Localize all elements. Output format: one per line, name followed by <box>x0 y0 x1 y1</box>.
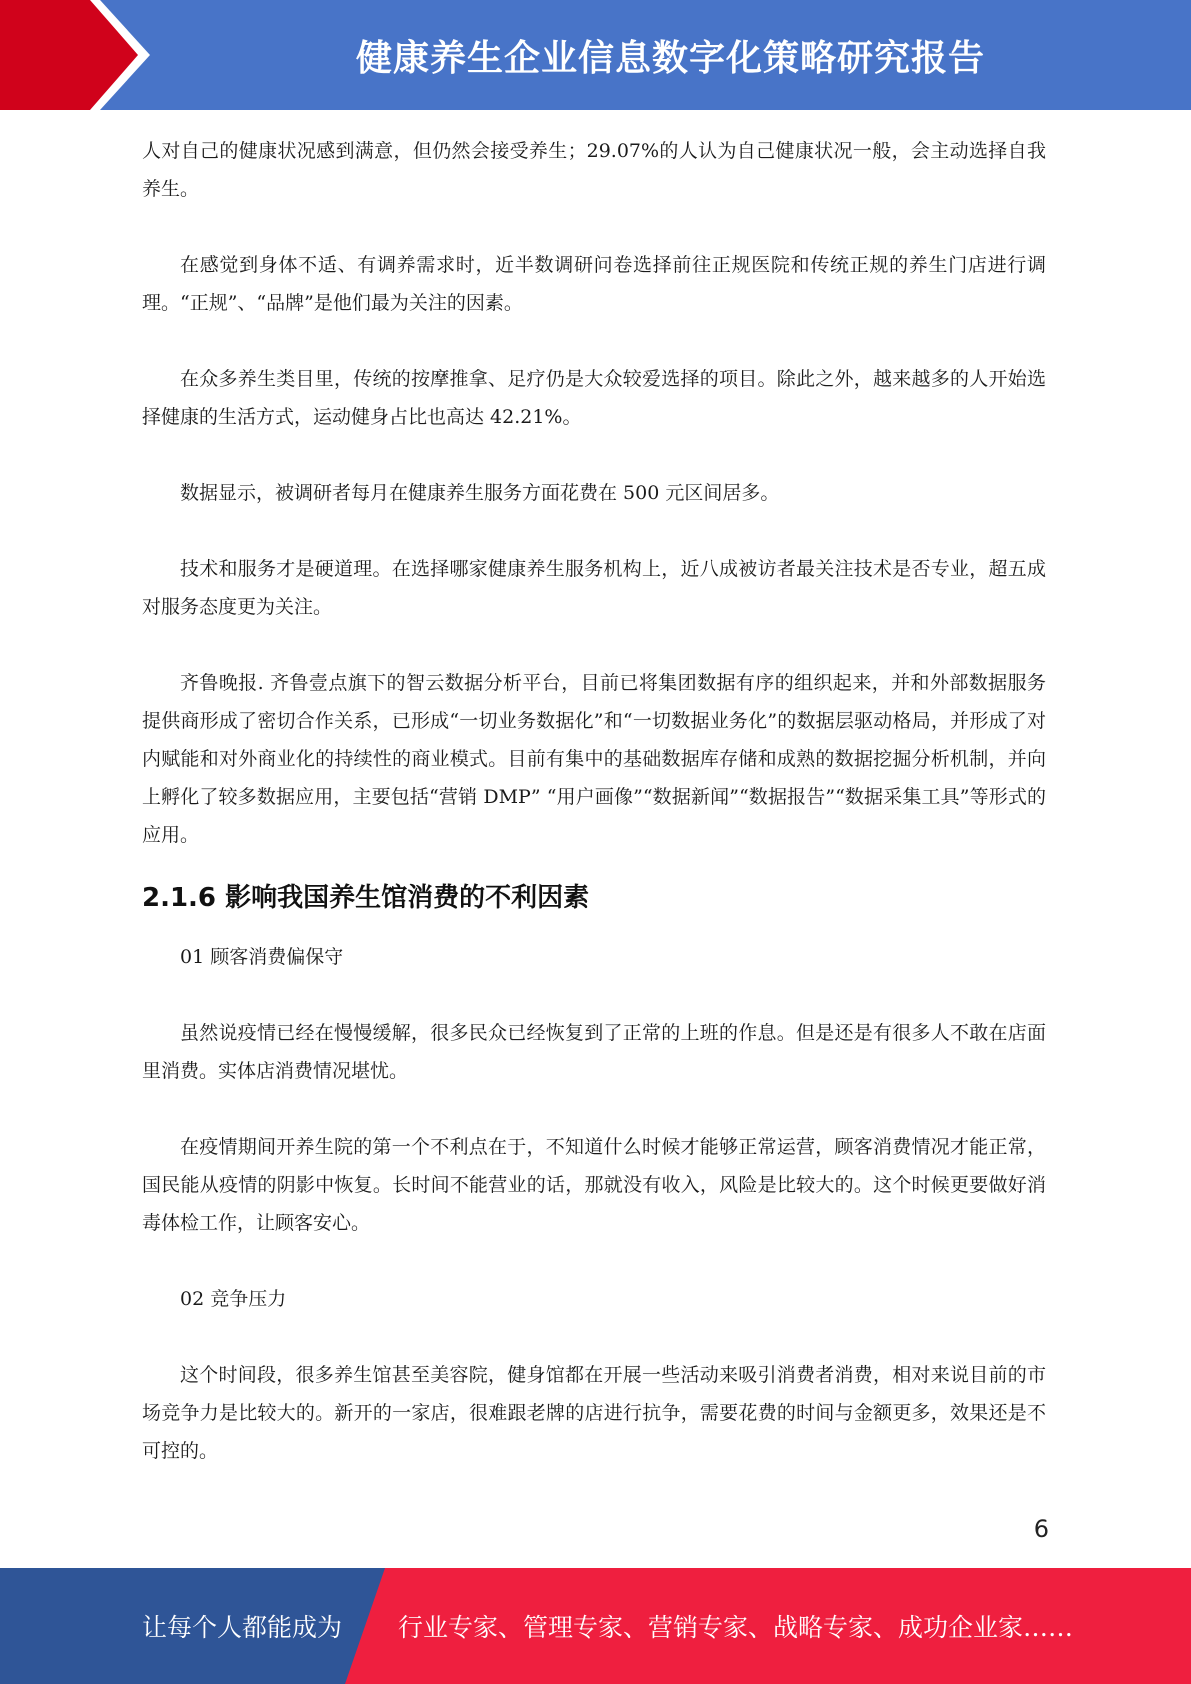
page-number: 6 <box>1033 1515 1049 1543</box>
document-body <box>142 132 1046 1470</box>
footer-slogan-left: 让每个人都能成为 <box>142 1613 343 1642</box>
page-header <box>0 0 1191 110</box>
body-paragraph: 这个时间段，很多养生馆甚至美容院，健身馆都在开展一些活动来吸引消费者消费，相对来说目前的市场竞争力是比较大的。新开的一家店，很难跟老牌的店进行抗争，需要花费的时间与金额更多，效果还是不可控的。 <box>142 1364 1046 1462</box>
subsection-label: 02 竞争压力 <box>180 1288 287 1310</box>
page-footer <box>0 1568 1191 1684</box>
body-paragraph: 人对自己的健康状况感到满意，但仍然会接受养生；29.07%的人认为自己健康状况一般，会主动选择自我养生。 <box>142 140 1046 200</box>
body-paragraph: 在疫情期间开养生院的第一个不利点在于，不知道什么时候才能够正常运营，顾客消费情况才能正常，国民能从疫情的阴影中恢复。长时间不能营业的话，那就没有收入，风险是比较大的。这个时候更要做好消毒体检工作，让顾客安心。 <box>142 1136 1046 1234</box>
document-title: 健康养生企业信息数字化策略研究报告 <box>355 37 985 79</box>
body-paragraph: 在感觉到身体不适、有调养需求时，近半数调研问卷选择前往正规医院和传统正规的养生门店进行调理。“正规”、“品牌”是他们最为关注的因素。 <box>142 254 1046 314</box>
header-arrow-decoration <box>0 0 160 110</box>
subsection-label: 01 顾客消费偏保守 <box>180 946 344 968</box>
body-paragraph: 数据显示，被调研者每月在健康养生服务方面花费在 500 元区间居多。 <box>180 482 780 504</box>
body-paragraph: 在众多养生类目里，传统的按摩推拿、足疗仍是大众较爱选择的项目。除此之外，越来越多的人开始选择健康的生活方式，运动健身占比也高达 42.21%。 <box>142 368 1046 428</box>
body-paragraph: 技术和服务才是硬道理。在选择哪家健康养生服务机构上，近八成被访者最关注技术是否专业，超五成对服务态度更为关注。 <box>142 558 1046 618</box>
section-heading: 2.1.6 影响我国养生馆消费的不利因素 <box>142 883 590 913</box>
body-paragraph: 虽然说疫情已经在慢慢缓解，很多民众已经恢复到了正常的上班的作息。但是还是有很多人不敢在店面里消费。实体店消费情况堪忧。 <box>142 1022 1046 1082</box>
body-paragraph: 齐鲁晚报. 齐鲁壹点旗下的智云数据分析平台，目前已将集团数据有序的组织起来，并和外部数据服务提供商形成了密切合作关系，已形成“一切业务数据化”和“一切数据业务化”的数据层驱动格局，并形成了对内赋能和对外商业化的持续性的商业模式。目前有集中的基础数据库存储和成熟的数据挖掘分析机制，并向上孵化了较多数据应用，主要包括“营销 DMP” “用户画像”“数据新闻”“数据报告”“数据采集工具”等形式的应用。 <box>142 672 1046 846</box>
footer-slogan-right: 行业专家、管理专家、营销专家、战略专家、成功企业家…… <box>398 1613 1074 1642</box>
